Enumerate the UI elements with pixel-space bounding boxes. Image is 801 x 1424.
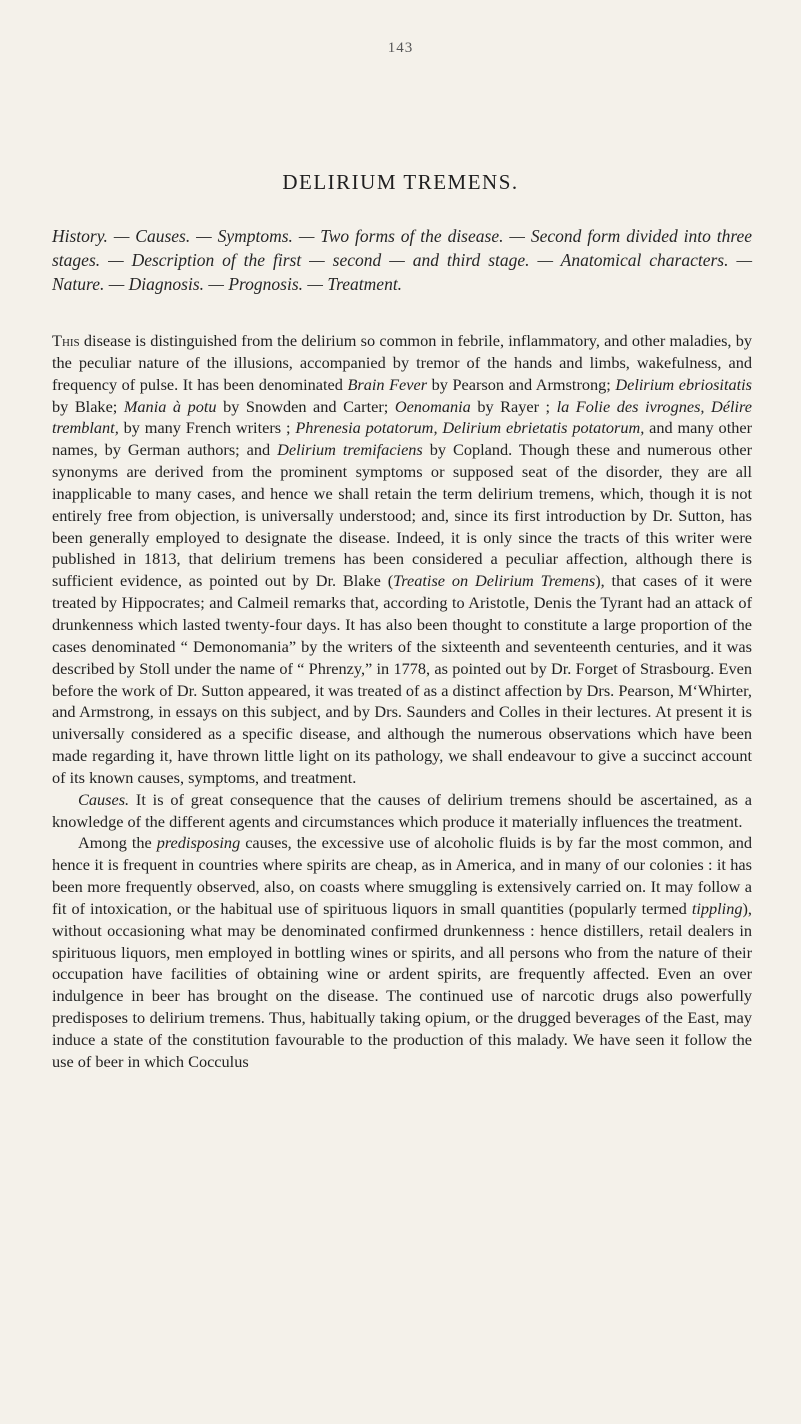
synopsis-item: Description of the first [131, 250, 302, 270]
synopsis-separator: — [292, 226, 321, 246]
synopsis-separator: — [529, 250, 561, 270]
italic-text: Mania à potu [123, 396, 217, 416]
italic-text: Phrenesia potatorum, Delirium ebrietatis potatorum, [295, 418, 645, 438]
chapter-title: DELIRIUM TREMENS. [282, 170, 519, 194]
synopsis-separator: — [301, 250, 333, 270]
italic-text: Delirium ebriositatis [615, 374, 752, 394]
synopsis-separator: — [303, 274, 328, 294]
text-run: by Rayer ; [470, 396, 557, 416]
synopsis-separator: — [204, 274, 229, 294]
synopsis-separator: — [190, 226, 218, 246]
text-run: disease is distinguished from the delirium so common in febrile, inflammatory, and other maladies, by the peculiar nature of the illusions, accompanied by tremor of the hands and limbs, wakefulness, and frequency of pulse. It has been denominated [52, 331, 752, 394]
text-run: ), that cases of it were treated by Hippocrates; and Calmeil remarks that, according to Aristotle, Denis the Tyrant had an attack of drunkenness which lasted twenty-four days. It has also been thought to constitute a large proportion of the cases denominated “ Demonomania” by the writers of the sixteenth and seventeenth centuries, and it was described by Stoll under the name of “ Phrenzy,” in 1778, as pointed out by Dr. Forget of Strasbourg. Even before the work of Dr. Sutton appeared, it was treated of as a distinct affection by Drs. Pearson, M‘Whirter, and Armstrong, in essays on this subject, and by Drs. Saunders and Colles in their lectures. At present it is universally considered as a specific disease, and although the numerous observations which have been made regarding it, have thrown little light on its pathology, we shall endeavour to give a succinct account of its known causes, symptoms, and treatment. [52, 571, 752, 787]
body-text [52, 330, 752, 1073]
italic-text: predisposing [156, 833, 241, 853]
italic-text: Treatise on Delirium Tremens [393, 571, 596, 591]
text-run: by Copland. Though these and numerous other synonyms are derived from the prominent symptoms or supposed seat of the disorder, they are all inapplicable to many cases, and hence we shall retain the term delirium tremens, which, though it is not entirely free from objection, is universally understood; and, since its first introduction by Dr. Sutton, has been generally employed to designate the disease. Indeed, it is only since the tracts of this writer were published in 1813, that delirium tremens has been considered a peculiar affection, although there is sufficient evidence, as pointed out by Dr. Blake ( [52, 440, 752, 591]
synopsis-separator: — [728, 250, 752, 270]
synopsis-item: second [332, 250, 382, 270]
italic-text: Oenomania [394, 396, 471, 416]
page-number: 143 [387, 40, 414, 56]
synopsis-item: History. [52, 226, 108, 246]
text-run: by Blake; [52, 396, 124, 416]
synopsis-item: Anatomical characters. [560, 250, 729, 270]
italic-text: la Folie des ivrognes, Délire tremblant, [52, 396, 753, 438]
text-run: causes, the excessive use of alcoholic fluids is by far the most common, and hence it is frequent in countries where spirits are cheap, as in America, and in many of our colonies : it has been more frequently observed, also, on coasts where smuggling is extensively carried on. It may follow a fit of intoxication, or the habitual use of spirituous liquors in small quantities (popularly termed [52, 833, 752, 918]
italic-text: Brain Fever [347, 374, 428, 394]
text-run: and many other names, by German authors; and [52, 418, 753, 460]
synopsis-separator: — [107, 226, 136, 246]
text-run: Among the [78, 833, 157, 853]
synopsis-separator: — [100, 250, 132, 270]
italic-text: tippling [691, 898, 743, 918]
paragraph [52, 789, 752, 833]
synopsis-item: Treatment. [327, 274, 403, 294]
chapter-synopsis [52, 224, 752, 296]
synopsis-separator: — [104, 274, 129, 294]
italic-text: Causes. [78, 789, 130, 809]
synopsis-separator: — [503, 226, 531, 246]
synopsis-item: Two forms of the disease. [320, 226, 504, 246]
italic-text: Delirium tremifaciens [277, 440, 423, 460]
synopsis-item: and third stage. [412, 250, 530, 270]
paragraph [52, 330, 752, 789]
synopsis-item: Symptoms. [217, 226, 293, 246]
synopsis-item: Prognosis. [228, 274, 304, 294]
synopsis-item: Nature. [52, 274, 105, 294]
synopsis-item: Second form divided into three stages. [52, 226, 753, 270]
text-run: by Snowden and Carter; [216, 396, 395, 416]
synopsis-item: Diagnosis. [128, 274, 205, 294]
text-run: This [52, 331, 80, 350]
text-run: ), without occasioning what may be denominated confirmed drunkenness : hence distillers, retail dealers in spirituous liquors, men employed in bottling wines or spirits, and all persons who from the nature of their occupation have facilities of obtaining wine or ardent spirits, are frequently affected. Even an over indulgence in beer has brought on the disease. The continued use of narcotic drugs also powerfully predisposes to delirium tremens. Thus, habitually taking opium, or the drugged beverages of the East, may induce a state of the constitution favourable to the production of this malady. We have seen it follow the use of beer in which Cocculus [52, 898, 752, 1071]
synopsis-separator: — [381, 250, 413, 270]
text-run: by Pearson and Armstrong; [427, 374, 616, 394]
synopsis-item: Causes. [135, 226, 191, 246]
paragraph [52, 832, 752, 1072]
text-run: by many French writers ; [118, 418, 296, 438]
text-run: It is of great consequence that the causes of delirium tremens should be ascertained, as a knowledge of the different agents and circumstances which produce it materially influences the treatment. [52, 789, 752, 831]
